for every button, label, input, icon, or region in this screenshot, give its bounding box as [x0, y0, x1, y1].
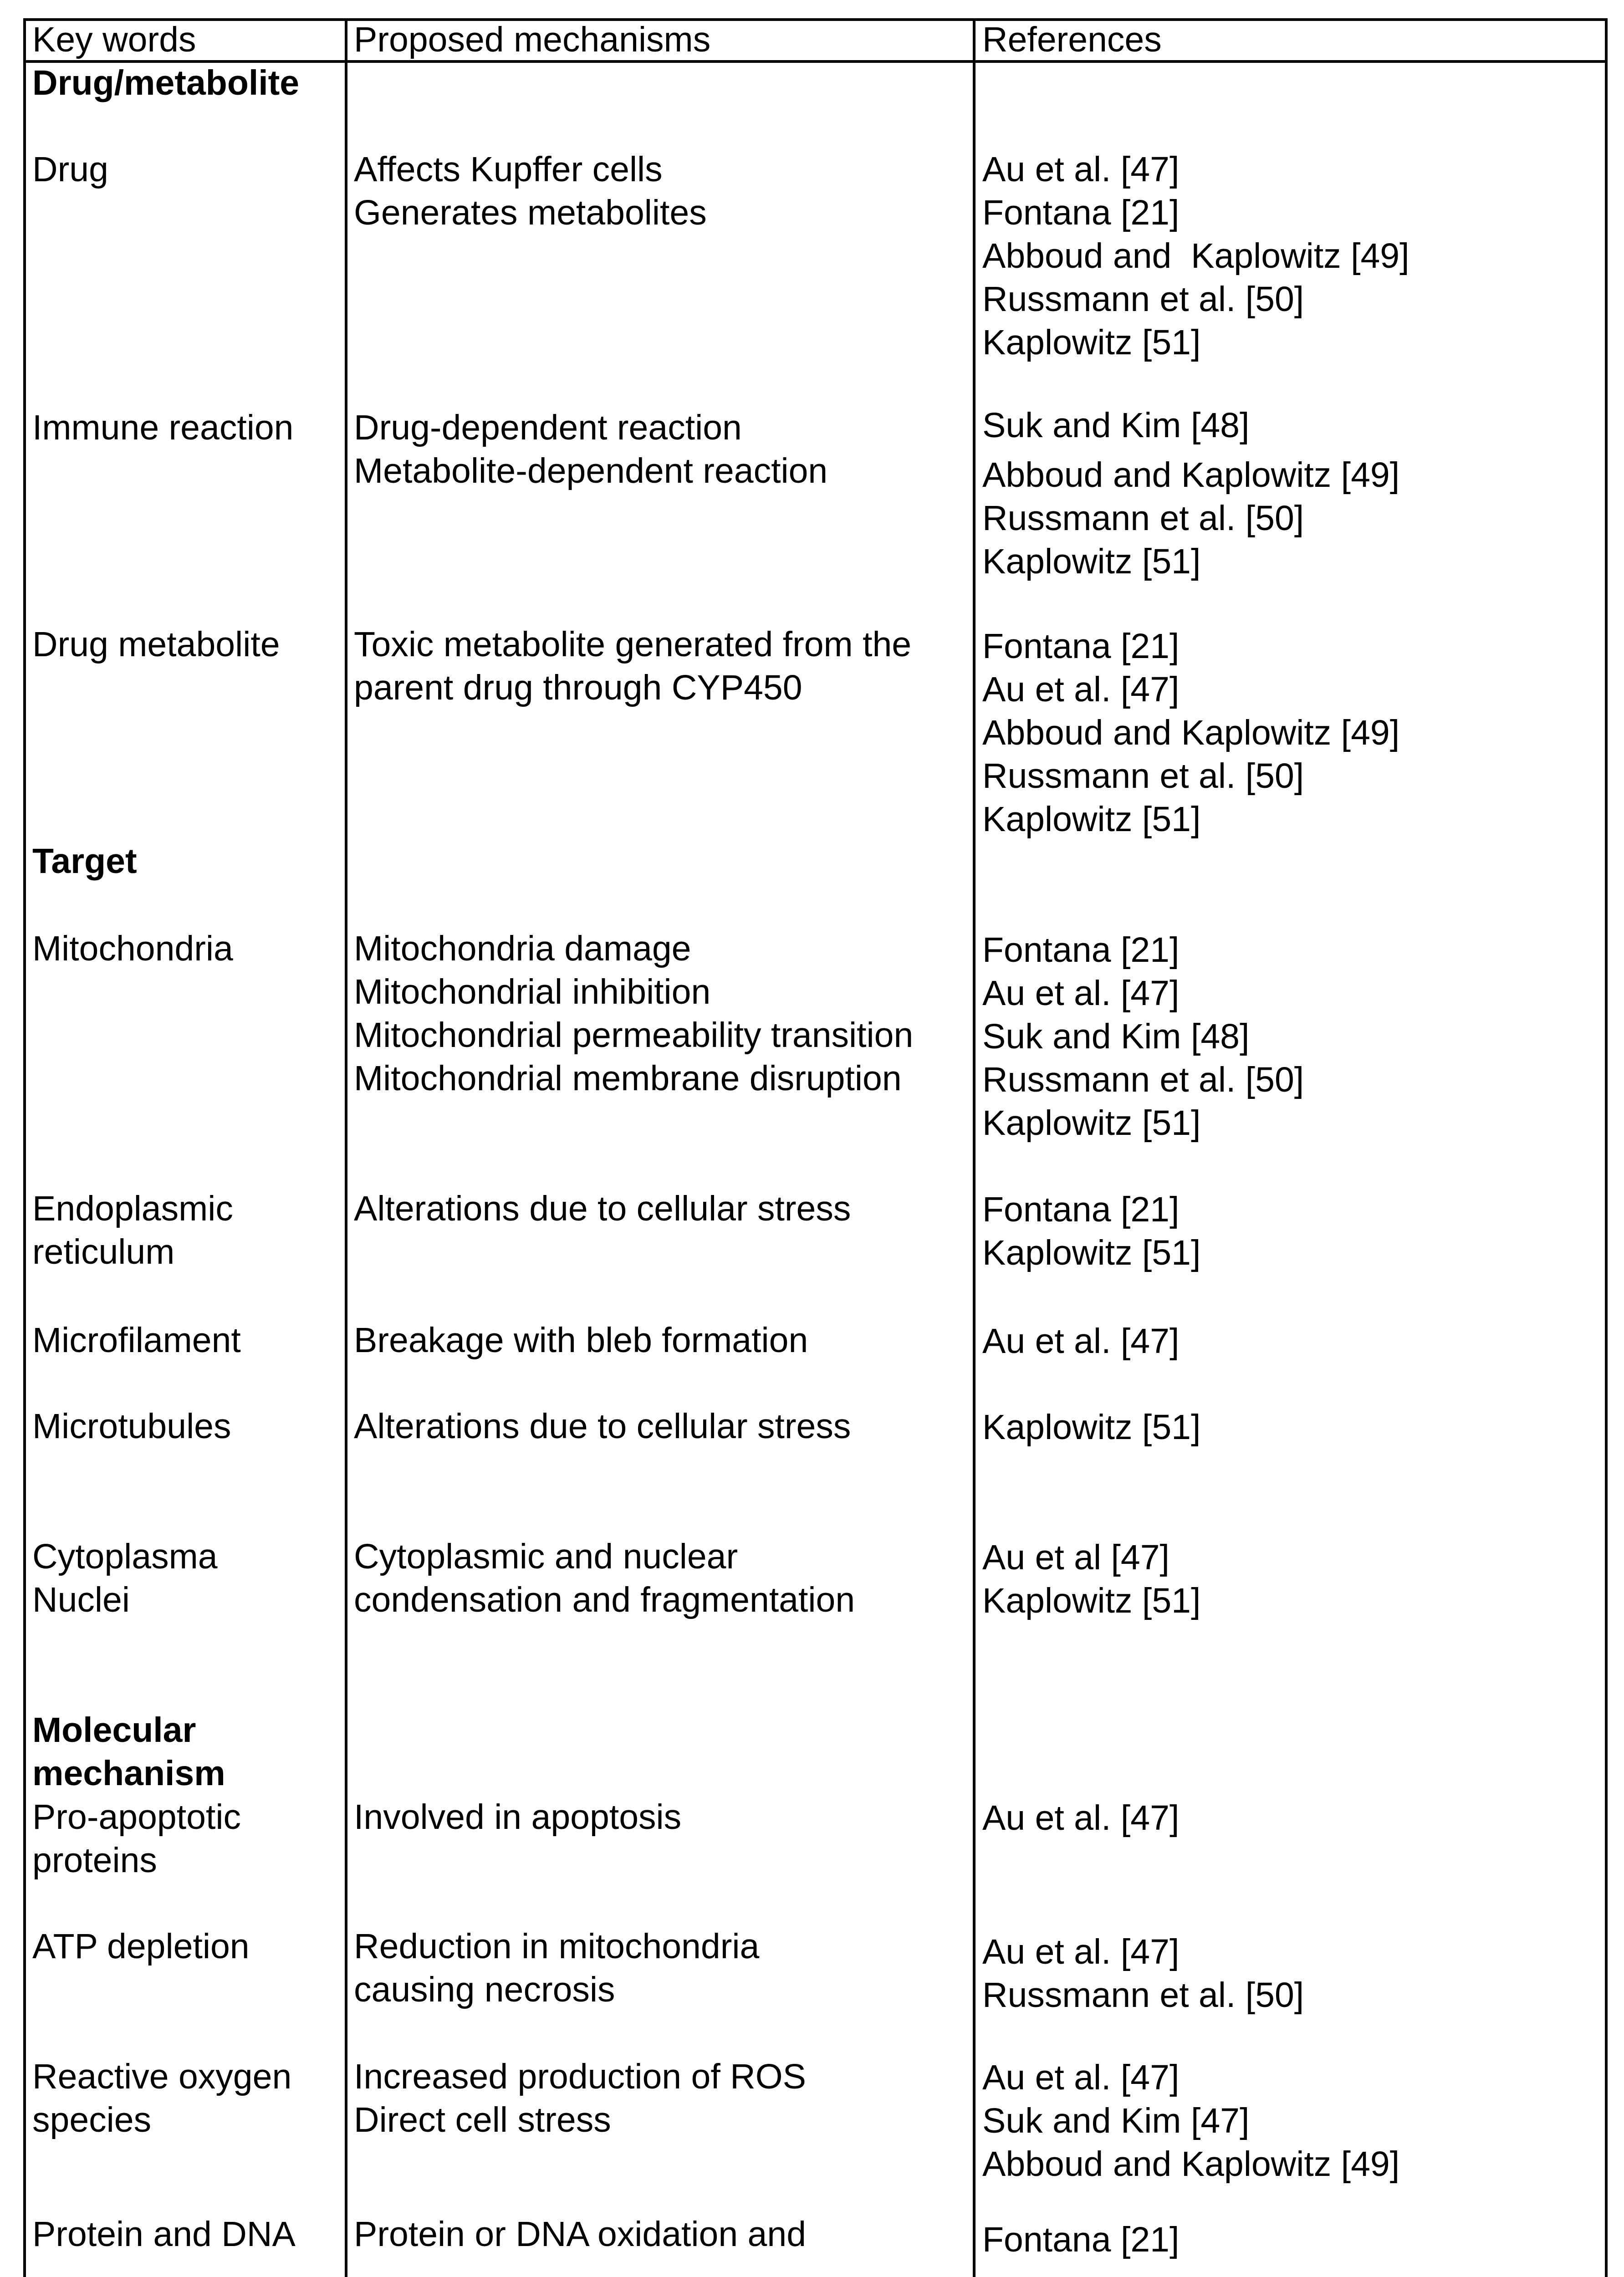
- reference-line: Fontana [21]: [982, 1190, 1180, 1229]
- key-protein-and-dna: Protein and DNA: [32, 2215, 296, 2254]
- reference-line: Abboud and Kaplowitz [49]: [982, 2144, 1400, 2184]
- reference-line: Kaplowitz [51]: [982, 1581, 1201, 1620]
- header-proposed-mechanisms: Proposed mechanisms: [354, 20, 711, 59]
- mechanism-line: Direct cell stress: [354, 2100, 611, 2139]
- reference-line: Suk and Kim [48]: [982, 1017, 1250, 1056]
- reference-line: Russmann et al. [50]: [982, 499, 1304, 538]
- mechanism-line: Metabolite-dependent reaction: [354, 451, 828, 490]
- key-nuclei: Nuclei: [32, 1580, 130, 1619]
- key-cytoplasma: Cytoplasma: [32, 1537, 218, 1576]
- mechanism-line: Reduction in mitochondria: [354, 1927, 760, 1966]
- reference-line: Au et al. [47]: [982, 974, 1180, 1013]
- key-microtubules: Microtubules: [32, 1407, 231, 1446]
- reference-line: Russmann et al. [50]: [982, 756, 1304, 796]
- reference-line: Fontana [21]: [982, 193, 1180, 232]
- mechanisms-table: [23, 18, 1608, 2277]
- reference-line: Au et al. [47]: [982, 1322, 1180, 1361]
- reference-line: Kaplowitz [51]: [982, 1408, 1201, 1447]
- section-drug-metabolite: Drug/metabolite: [32, 63, 300, 102]
- mechanism-line: Involved in apoptosis: [354, 1797, 682, 1837]
- reference-line: Kaplowitz [51]: [982, 542, 1201, 581]
- reference-line: Fontana [21]: [982, 930, 1180, 970]
- mechanism-line: condensation and fragmentation: [354, 1580, 855, 1619]
- reference-line: Kaplowitz [51]: [982, 1233, 1201, 1272]
- reference-line: Au et al. [47]: [982, 2058, 1180, 2097]
- key-pro-apoptotic-proteins: proteins: [32, 1841, 157, 1880]
- mechanism-line: Mitochondria damage: [354, 929, 691, 968]
- key-pro-apoptotic-proteins: Pro-apoptotic: [32, 1797, 241, 1837]
- mechanism-line: Drug-dependent reaction: [354, 408, 742, 447]
- header-references: References: [982, 20, 1162, 59]
- key-endoplasmic-reticulum: reticulum: [32, 1232, 175, 1271]
- mechanism-line: Mitochondrial permeability transition: [354, 1016, 914, 1055]
- reference-line: Fontana [21]: [982, 2220, 1180, 2259]
- mechanism-line: Mitochondrial inhibition: [354, 972, 711, 1011]
- reference-line: Abboud and Kaplowitz [49]: [982, 455, 1400, 495]
- key-endoplasmic-reticulum: Endoplasmic: [32, 1189, 233, 1228]
- reference-line: Au et al. [47]: [982, 670, 1180, 709]
- reference-line: Kaplowitz [51]: [982, 323, 1201, 362]
- reference-line: Suk and Kim [48]: [982, 406, 1250, 445]
- mechanism-line: Mitochondrial membrane disruption: [354, 1059, 902, 1098]
- reference-line: Au et al. [47]: [982, 1798, 1180, 1838]
- section-molecular-mechanism: mechanism: [32, 1754, 225, 1793]
- reference-line: Fontana [21]: [982, 627, 1180, 666]
- reference-line: Russmann et al. [50]: [982, 280, 1304, 319]
- key-drug-metabolite: Drug metabolite: [32, 625, 280, 664]
- mechanism-line: Alterations due to cellular stress: [354, 1407, 851, 1446]
- key-drug: Drug: [32, 150, 108, 189]
- reference-line: Suk and Kim [47]: [982, 2101, 1250, 2140]
- key-reactive-oxygen-species: Reactive oxygen: [32, 2057, 292, 2096]
- mechanism-line: Alterations due to cellular stress: [354, 1189, 851, 1228]
- column-divider: [973, 21, 975, 2277]
- column-divider: [345, 21, 347, 2277]
- mechanism-line: Protein or DNA oxidation and: [354, 2215, 807, 2254]
- header-key-words: Key words: [32, 20, 196, 59]
- key-mitochondria: Mitochondria: [32, 929, 233, 968]
- mechanism-line: Increased production of ROS: [354, 2057, 806, 2096]
- mechanism-line: causing necrosis: [354, 1970, 615, 2009]
- reference-line: Kaplowitz [51]: [982, 1103, 1201, 1143]
- reference-line: Au et al. [47]: [982, 150, 1180, 189]
- reference-line: Kaplowitz [51]: [982, 800, 1201, 839]
- key-immune-reaction: Immune reaction: [32, 408, 294, 447]
- section-target: Target: [32, 842, 137, 881]
- key-microfilament: Microfilament: [32, 1321, 241, 1360]
- mechanism-line: Affects Kupffer cells: [354, 150, 663, 189]
- reference-line: Russmann et al. [50]: [982, 1976, 1304, 2015]
- mechanism-line: Toxic metabolite generated from the: [354, 625, 912, 664]
- key-atp-depletion: ATP depletion: [32, 1927, 250, 1966]
- mechanism-line: Generates metabolites: [354, 193, 707, 232]
- reference-line: Abboud and Kaplowitz [49]: [982, 236, 1410, 276]
- key-reactive-oxygen-species: species: [32, 2100, 152, 2139]
- reference-line: Au et al. [47]: [982, 1932, 1180, 1971]
- reference-line: Au et al [47]: [982, 1538, 1169, 1577]
- mechanism-line: Cytoplasmic and nuclear: [354, 1537, 738, 1576]
- reference-line: Abboud and Kaplowitz [49]: [982, 713, 1400, 752]
- reference-line: Russmann et al. [50]: [982, 1060, 1304, 1099]
- section-molecular-mechanism: Molecular: [32, 1710, 196, 1750]
- mechanism-line: Breakage with bleb formation: [354, 1321, 808, 1360]
- mechanism-line: parent drug through CYP450: [354, 668, 802, 707]
